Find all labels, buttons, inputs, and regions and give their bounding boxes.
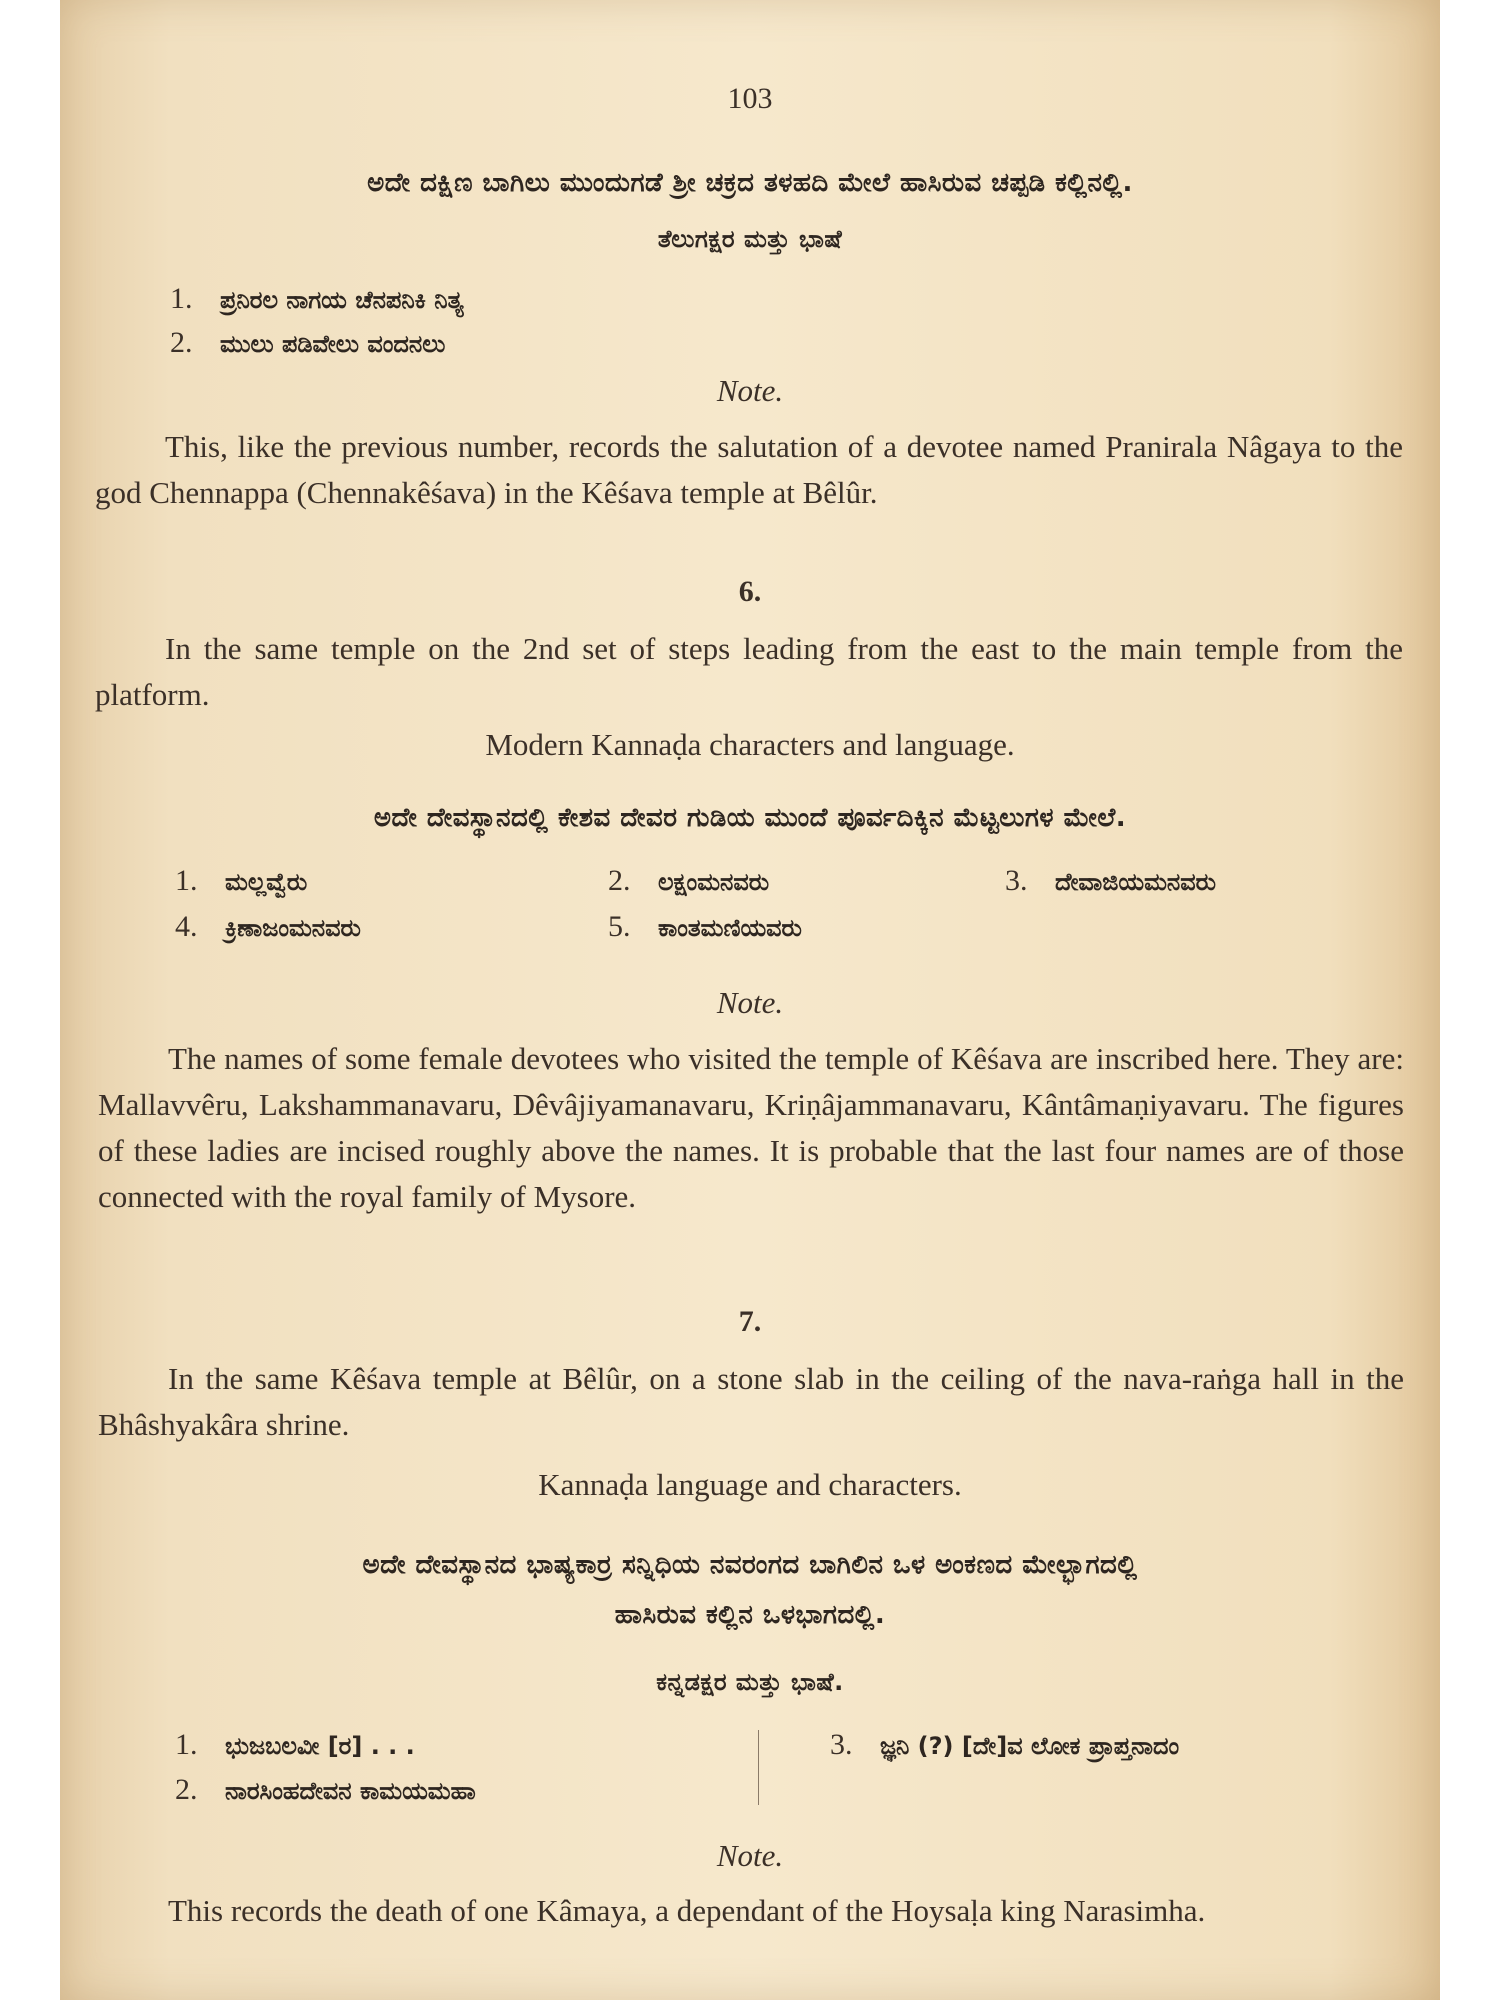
inscription-line-2: 2. ಮುಲು ಪಡಿವೇಲು ವಂದನಲು: [170, 326, 446, 359]
note-label-sec7: Note.: [716, 1838, 784, 1873]
script-label-kannada-sec5: ತೆಲುಗಕ್ಷರ ಮತ್ತು ಭಾಷೆ: [657, 225, 843, 253]
script-label-sec7: Kannaḍa language and characters.: [538, 1467, 962, 1502]
inscription-line-3-sec7: 3. ಜ್ಞನಿ (?) [ದೇ]ವ ಲೋಕ ಪ್ರಾಪ್ತನಾದಂ: [830, 1728, 1180, 1761]
script-label-kannada-sec7: ಕನ್ನಡಕ್ಷರ ಮತ್ತು ಭಾಷೆ.: [656, 1668, 844, 1696]
inscription-line-2-sec7: 2. ನಾರಸಿಂಹದೇವನ ಕಾಮಯಮಹಾ: [175, 1773, 476, 1806]
devotee-name-4: 4. ಕ್ರಿಣಾಜಂಮನವರು: [175, 910, 361, 943]
inscription-line-1: 1. ಪ್ರನಿರಲ ನಾಗಯ ಚೆನಪನಿಕಿ ನಿತ್ಯ: [170, 282, 464, 315]
kannada-heading-sec7-line1: ಅದೇ ದೇವಸ್ಥಾನದ ಭಾಷ್ಯಕಾರ್‍ರ ಸನ್ನಿಧಿಯ ನವರಂಗದ ಬಾಗಿಲಿನ ಒಳ ಅಂಕಣದ ಮೇಲ್ಭಾಗದಲ್ಲಿ: [362, 1550, 1138, 1580]
location-text-sec7: In the same Kêśava temple at Bêlûr, on a stone slab in the ceiling of the nava-raṅga hall in the Bhâshyakâra shrine.: [98, 1361, 1404, 1442]
note-text-sec6: The names of some female devotees who visited the temple of Kêśava are inscribed here. They are: Mallavvêru, Lakshammanavaru, Dêvâjiyamanavaru, Kriṇâjammanavaru, Kântâmaṇiyavaru. The figures of these ladies are incised roughly above the names. It is probable that the last four names are of those connected with the royal family of Mysore.: [98, 1041, 1404, 1214]
devotee-name-2: 2. ಲಕ್ಷಂಮನವರು: [608, 864, 770, 897]
script-label-sec6: Modern Kannaḍa characters and language.: [485, 727, 1015, 762]
kannada-heading-sec5: ಅದೇ ದಕ್ಷಿಣ ಬಾಗಿಲು ಮುಂದುಗಡೆ ಶ್ರೀ ಚಕ್ರದ ತಳಹದಿ ಮೇಲೆ ಹಾಸಿರುವ ಚಪ್ಪಡಿ ಕಲ್ಲಿನಲ್ಲಿ.: [367, 168, 1133, 198]
section-number-7: 7.: [738, 1305, 762, 1338]
note-text-sec7: This records the death of one Kâmaya, a dependant of the Hoysaḷa king Narasimha.: [168, 1893, 1206, 1928]
kannada-heading-sec6: ಅದೇ ದೇವಸ್ಥಾನದಲ್ಲಿ ಕೇಶವ ದೇವರ ಗುಡಿಯ ಮುಂದೆ ಪೂರ್ವದಿಕ್ಕಿನ ಮೆಟ್ಟಲುಗಳ ಮೇಲೆ.: [373, 803, 1127, 833]
inscription-line-1-sec7: 1. ಭುಜಬಲವೀ [ರ] . . .: [175, 1728, 415, 1761]
location-text-sec6: In the same temple on the 2nd set of steps leading from the east to the main temple from the platform.: [95, 631, 1403, 712]
devotee-name-3: 3. ದೇವಾಜಿಯಮನವರು: [1005, 864, 1216, 897]
book-page: [60, 0, 1440, 2000]
page-number: 103: [727, 82, 773, 115]
devotee-name-1: 1. ಮಲ್ಲವ್ವೆರು: [175, 864, 308, 897]
note-text-sec5: This, like the previous number, records the salutation of a devotee named Pranirala Nâgaya to the god Chennappa (Chennakêśava) in the Kêśava temple at Bêlûr.: [95, 429, 1403, 510]
note-label-sec5: Note.: [716, 373, 784, 408]
column-divider: [758, 1730, 759, 1805]
section-number-6: 6.: [738, 575, 762, 608]
note-label-sec6: Note.: [716, 985, 784, 1020]
kannada-heading-sec7-line2: ಹಾಸಿರುವ ಕಲ್ಲಿನ ಒಳಭಾಗದಲ್ಲಿ.: [614, 1600, 886, 1630]
devotee-name-5: 5. ಕಾಂತಮಣಿಯವರು: [608, 910, 802, 943]
